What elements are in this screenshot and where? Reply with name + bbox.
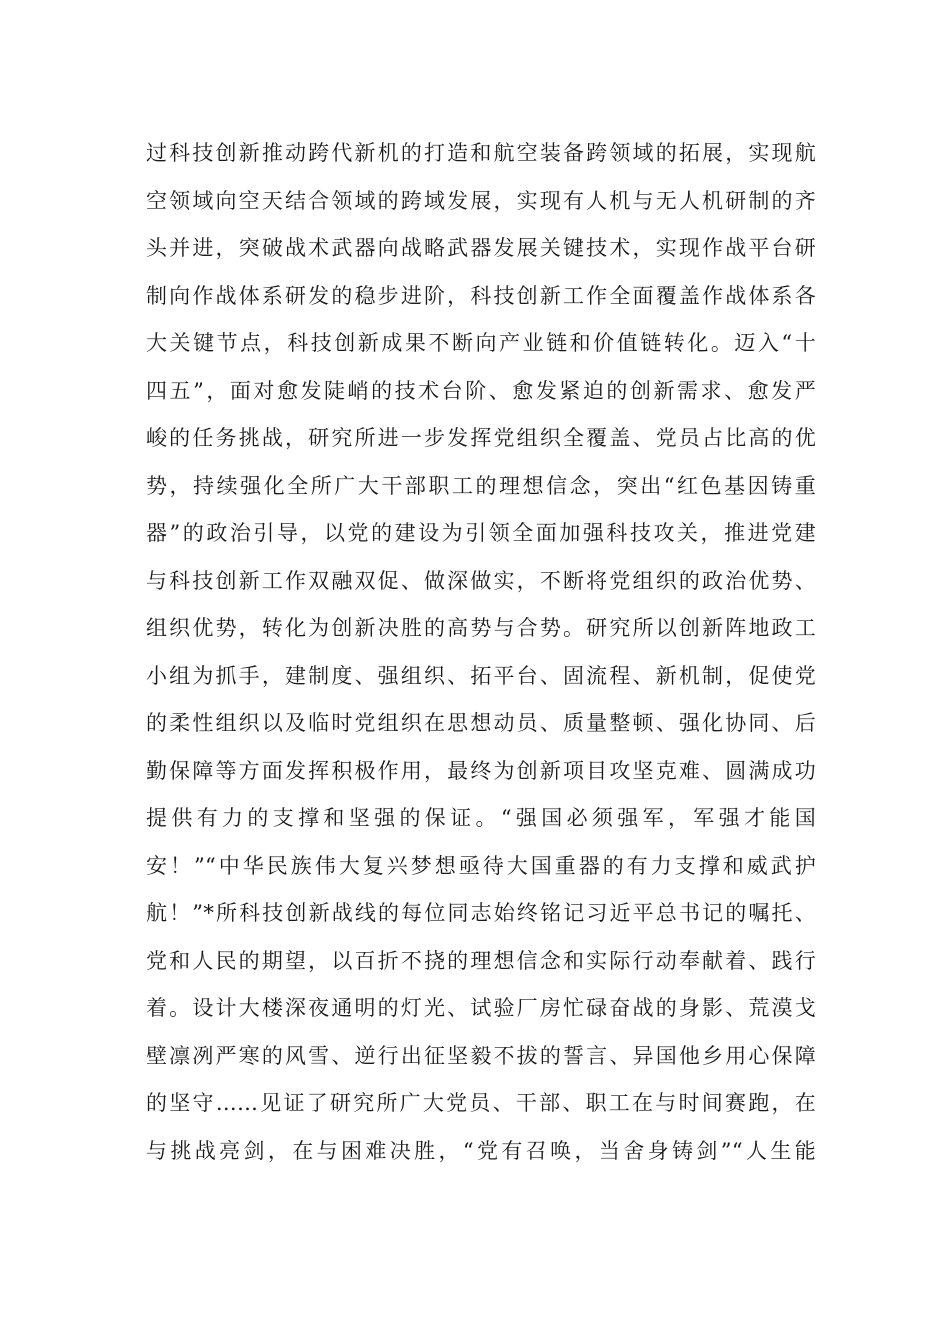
text-line-14: 勤保障等方面发挥积极作用，最终为创新项目攻坚克难、圆满成功 (146, 758, 816, 783)
text-line-6: 四五”，面对愈发陡峭的技术台阶、愈发紧迫的创新需求、愈发严 (146, 378, 816, 403)
text-line-17: 航！”*所科技创新战线的每位同志始终铭记习近平总书记的嘱托、 (146, 901, 816, 925)
text-line-21: 的坚守……见证了研究所广大党员、干部、职工在与时间赛跑，在 (146, 1091, 816, 1115)
text-line-10: 与科技创新工作双融双促、做深做实，不断将党组织的政治优势、 (146, 568, 816, 593)
text-line-20: 壁凛冽严寒的风雪、逆行出征坚毅不拔的誓言、异国他乡用心保障 (146, 1043, 816, 1068)
text-line-13: 的柔性组织以及临时党组织在思想动员、质量整顿、强化协同、后 (146, 711, 816, 735)
text-line-18: 党和人民的期望，以百折不挠的理想信念和实际行动奉献着、践行 (146, 948, 816, 973)
text-line-22: 与挑战亮剑，在与困难决胜，“党有召唤，当舍身铸剑”“人生能 (146, 1138, 816, 1163)
body-paragraph (146, 130, 816, 1175)
text-line-2: 空领域向空天结合领域的跨域发展，实现有人机与无人机研制的齐 (146, 188, 816, 213)
text-line-19: 着。设计大楼深夜通明的灯光、试验厂房忙碌奋战的身影、荒漠戈 (146, 996, 816, 1020)
text-line-12: 小组为抓手，建制度、强组织、拓平台、固流程、新机制，促使党 (146, 663, 816, 688)
text-line-11: 组织优势，转化为创新决胜的高势与合势。研究所以创新阵地政工 (146, 616, 816, 640)
text-line-5: 大关键节点，科技创新成果不断向产业链和价值链转化。迈入“十 (146, 331, 816, 355)
text-line-15: 提供有力的支撑和坚强的保证。“强国必须强军，军强才能国 (146, 806, 816, 830)
text-line-8: 势，持续强化全所广大干部职工的理想信念，突出“红色基因铸重 (146, 473, 816, 498)
text-line-7: 峻的任务挑战，研究所进一步发挥党组织全覆盖、党员占比高的优 (146, 426, 816, 450)
text-line-4: 制向作战体系研发的稳步进阶，科技创新工作全面覆盖作战体系各 (146, 283, 816, 308)
text-line-16: 安！”“中华民族伟大复兴梦想亟待大国重器的有力支撑和威武护 (146, 853, 816, 878)
text-line-3: 头并进，突破战术武器向战略武器发展关键技术，实现作战平台研 (146, 236, 816, 260)
text-line-1: 过科技创新推动跨代新机的打造和航空装备跨领域的拓展，实现航 (146, 141, 816, 165)
text-line-9: 器”的政治引导，以党的建设为引领全面加强科技攻关，推进党建 (146, 521, 816, 545)
